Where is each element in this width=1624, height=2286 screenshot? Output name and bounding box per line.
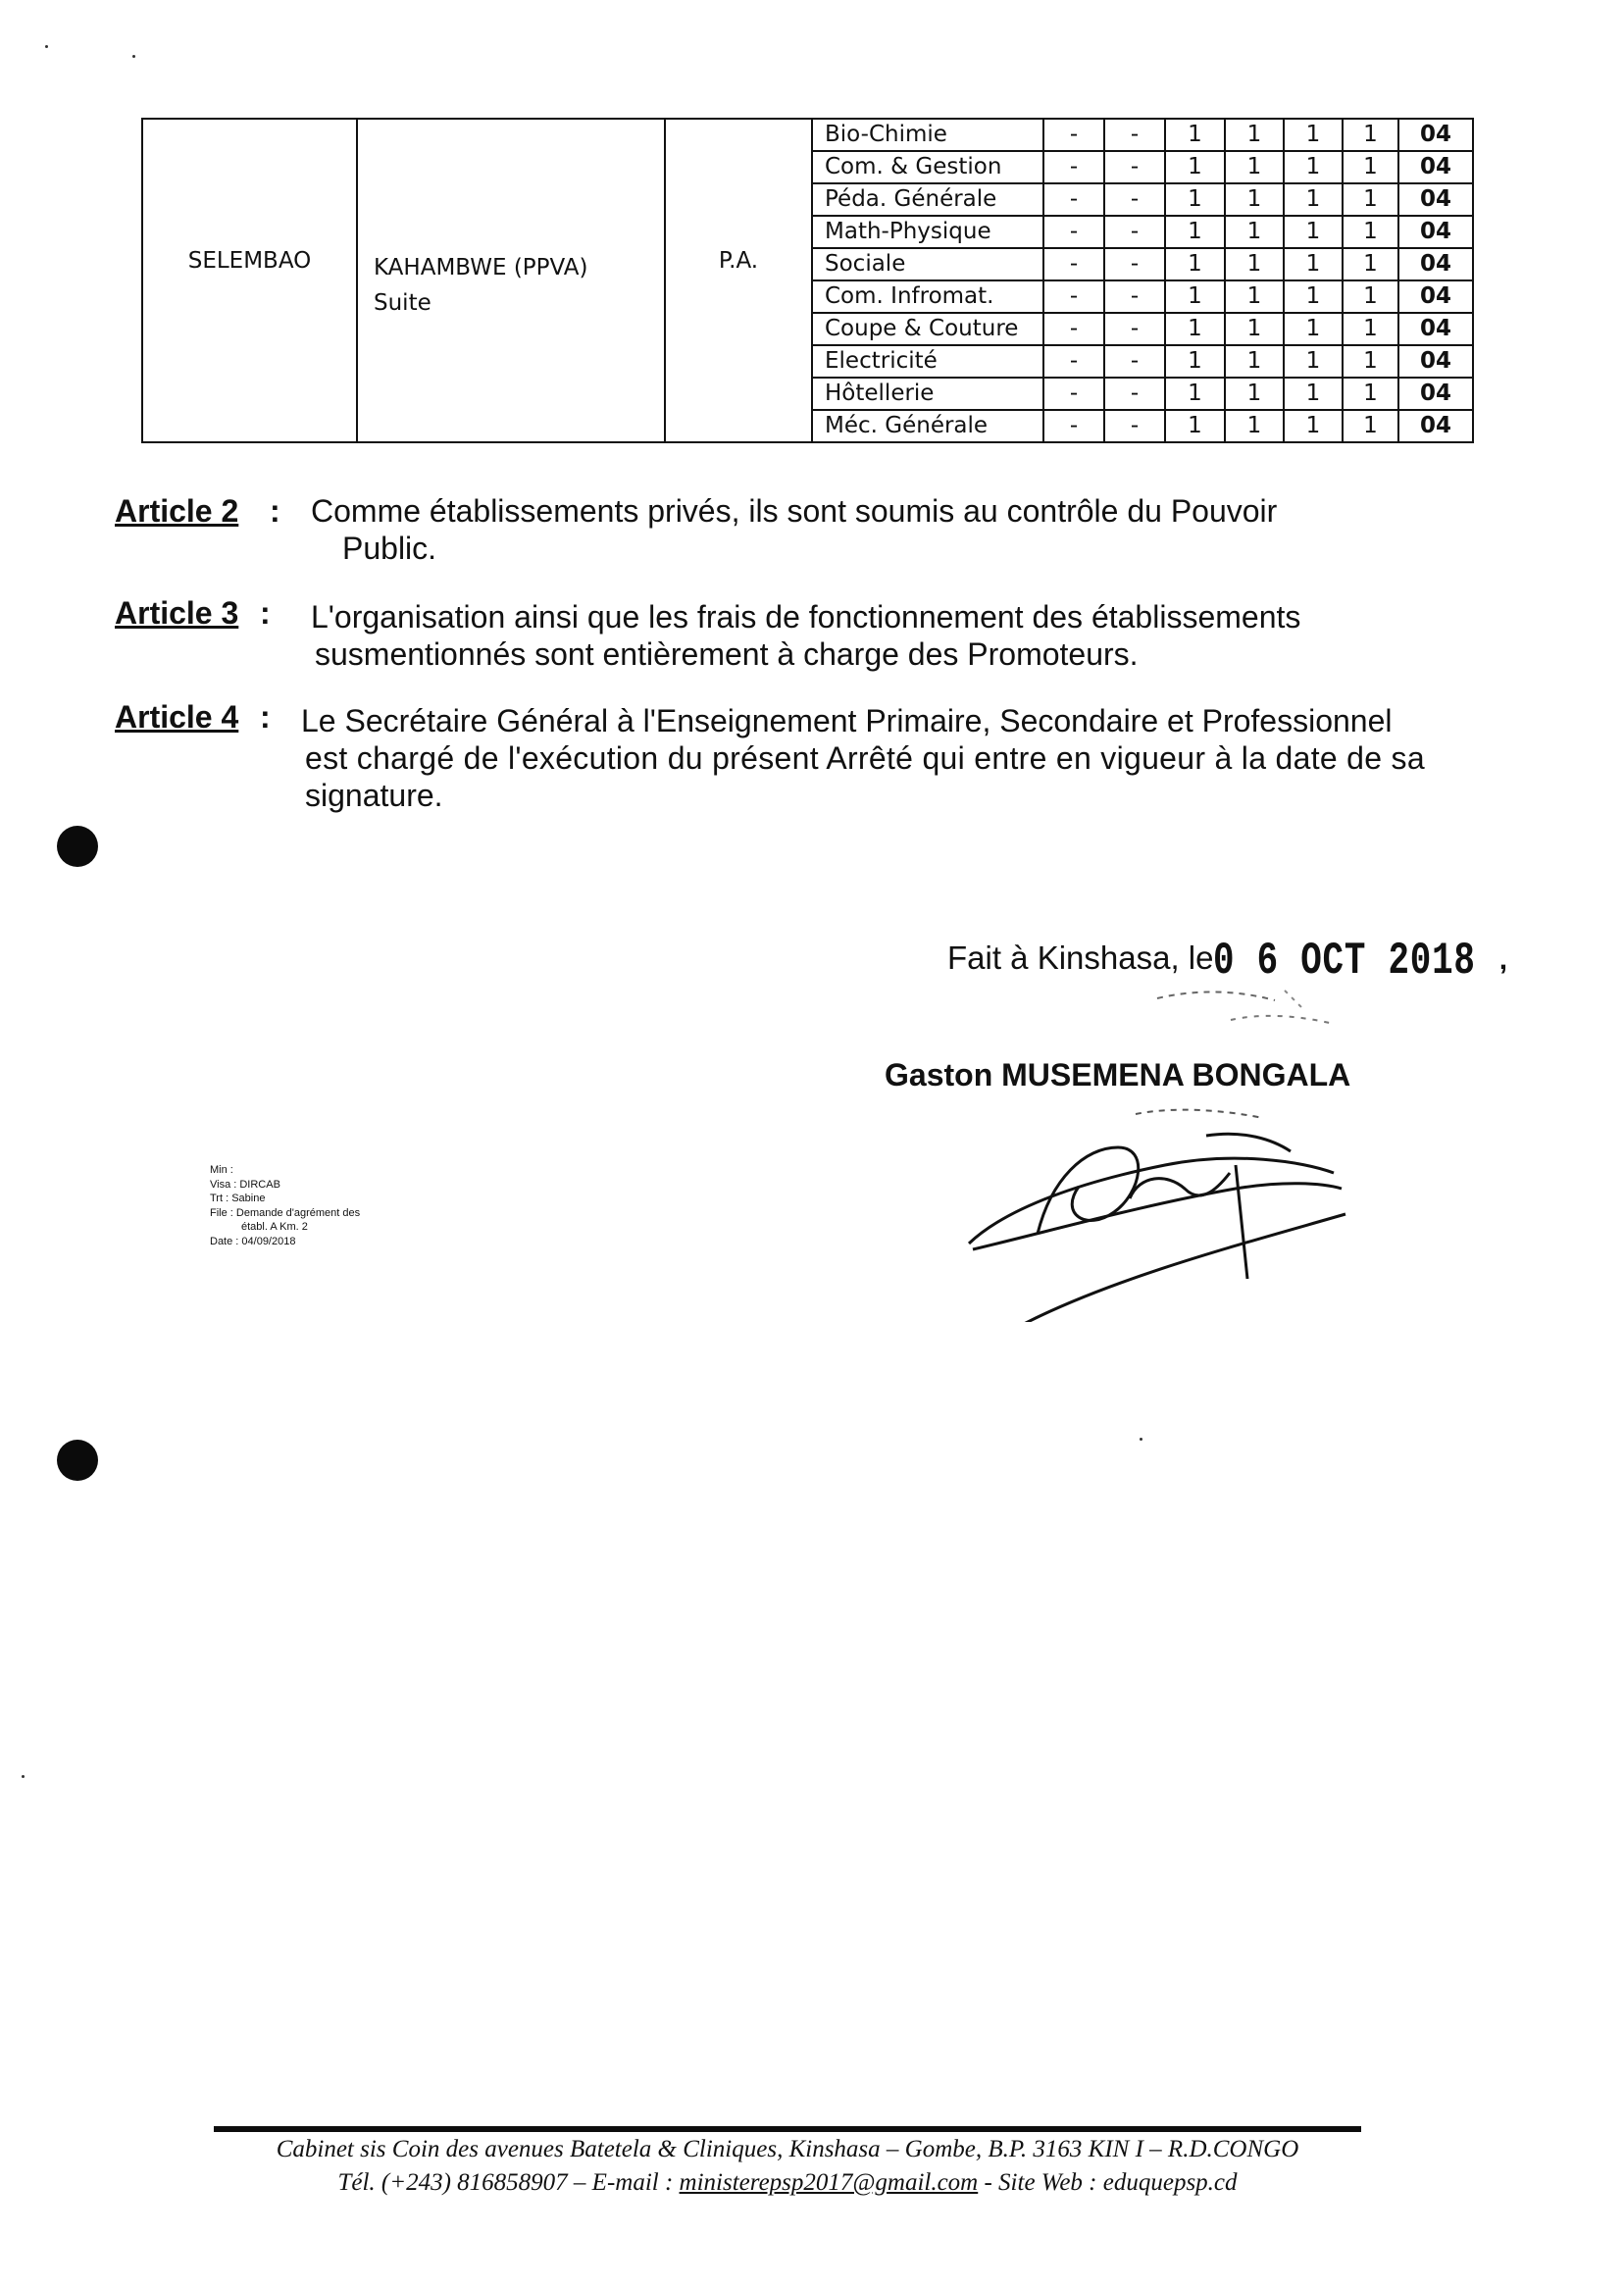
class-count-cell: 1 — [1165, 216, 1225, 248]
school-name: KAHAMBWE (PPVA) — [374, 255, 588, 280]
class-count-cell: - — [1043, 248, 1104, 280]
option-cell: Hôtellerie — [812, 378, 1043, 410]
total-cell: 04 — [1398, 313, 1473, 345]
initials-trt: Trt : Sabine — [210, 1193, 266, 1204]
class-count-cell: 1 — [1343, 216, 1398, 248]
schools-table — [141, 118, 1474, 443]
total-cell: 04 — [1398, 248, 1473, 280]
scan-speck — [45, 45, 48, 48]
article-4-text-line3: signature. — [305, 778, 443, 813]
total-cell: 04 — [1398, 183, 1473, 216]
class-count-cell: 1 — [1284, 345, 1343, 378]
article-2 — [115, 492, 1507, 571]
total-cell: 04 — [1398, 378, 1473, 410]
class-count-cell: 1 — [1284, 313, 1343, 345]
regime-value: P.A. — [718, 248, 759, 274]
article-4-label: Article 4 — [115, 699, 239, 735]
article-2-label: Article 2 — [115, 493, 239, 529]
class-count-cell: - — [1104, 280, 1165, 313]
class-count-cell: 1 — [1343, 410, 1398, 442]
handwritten-signature — [949, 1096, 1361, 1322]
initials-file: File : Demande d'agrément des — [210, 1206, 361, 1219]
class-count-cell: 1 — [1165, 410, 1225, 442]
class-count-cell: 1 — [1284, 280, 1343, 313]
total-cell: 04 — [1398, 151, 1473, 183]
class-count-cell: - — [1043, 119, 1104, 151]
class-count-cell: - — [1104, 410, 1165, 442]
class-count-cell: - — [1043, 378, 1104, 410]
signatory-name: Gaston MUSEMENA BONGALA — [885, 1057, 1351, 1092]
class-count-cell: 1 — [1284, 216, 1343, 248]
class-count-cell: - — [1104, 183, 1165, 216]
option-cell: Math-Physique — [812, 216, 1043, 248]
stamp-dashes — [1138, 981, 1393, 1049]
option-cell: Péda. Générale — [812, 183, 1043, 216]
class-count-cell: 1 — [1165, 313, 1225, 345]
option-cell: Méc. Générale — [812, 410, 1043, 442]
class-count-cell: - — [1104, 313, 1165, 345]
place-date-line — [947, 936, 1507, 987]
article-4-colon: : — [260, 699, 271, 735]
class-count-cell: 1 — [1225, 151, 1284, 183]
class-count-cell: 1 — [1343, 151, 1398, 183]
class-count-cell: 1 — [1284, 183, 1343, 216]
class-count-cell: - — [1043, 280, 1104, 313]
class-count-cell: 1 — [1165, 183, 1225, 216]
commune-name: SELEMBAO — [187, 248, 312, 274]
class-count-cell: 1 — [1225, 119, 1284, 151]
option-cell: Coupe & Couture — [812, 313, 1043, 345]
total-cell: 04 — [1398, 216, 1473, 248]
initials-min: Min : — [210, 1164, 233, 1176]
scan-speck — [1140, 1438, 1142, 1441]
school-cell — [357, 119, 665, 442]
article-3 — [115, 594, 1507, 673]
footer-rule — [214, 2126, 1361, 2132]
class-count-cell: 1 — [1225, 248, 1284, 280]
initials-visa: Visa : DIRCAB — [210, 1178, 280, 1191]
total-cell: 04 — [1398, 119, 1473, 151]
class-count-cell: - — [1104, 345, 1165, 378]
class-count-cell: 1 — [1165, 248, 1225, 280]
class-count-cell: - — [1043, 345, 1104, 378]
total-cell: 04 — [1398, 345, 1473, 378]
option-cell: Bio-Chimie — [812, 119, 1043, 151]
article-3-colon: : — [260, 595, 271, 631]
footer-address: Cabinet sis Coin des avenues Batetela & Cliniques, Kinshasa – Gombe, B.P. 3163 KIN I – R.D.CONGO — [276, 2136, 1299, 2162]
article-2-text-line1: Comme établissements privés, ils sont soumis au contrôle du Pouvoir — [311, 493, 1278, 529]
class-count-cell: 1 — [1225, 378, 1284, 410]
punch-hole-mark — [57, 1440, 98, 1481]
class-count-cell: 1 — [1284, 410, 1343, 442]
article-4-text-line1: Le Secrétaire Général à l'Enseignement Primaire, Secondaire et Professionnel — [301, 703, 1393, 738]
class-count-cell: 1 — [1225, 313, 1284, 345]
class-count-cell: 1 — [1343, 378, 1398, 410]
class-count-cell: 1 — [1225, 183, 1284, 216]
footer-email-link[interactable]: ministerepsp2017@gmail.com — [679, 2169, 979, 2196]
footer-tel: Tél. (+243) 816858907 – E-mail : — [337, 2169, 680, 2196]
class-count-cell: - — [1104, 216, 1165, 248]
article-4-text-line2: est chargé de l'exécution du présent Arrêté qui entre en vigueur à la date de sa — [305, 740, 1425, 776]
class-count-cell: 1 — [1284, 119, 1343, 151]
initials-file-cont: établ. A Km. 2 — [241, 1221, 308, 1233]
option-cell: Com. Infromat. — [812, 280, 1043, 313]
class-count-cell: 1 — [1343, 280, 1398, 313]
class-count-cell: 1 — [1284, 378, 1343, 410]
routing-initials — [210, 1163, 360, 1248]
regime-cell — [665, 119, 812, 442]
class-count-cell: 1 — [1165, 119, 1225, 151]
class-count-cell: 1 — [1225, 345, 1284, 378]
scan-speck — [22, 1775, 25, 1778]
article-2-text-line2: Public. — [342, 531, 437, 566]
article-2-colon: : — [270, 493, 280, 529]
option-cell: Sociale — [812, 248, 1043, 280]
school-suffix: Suite — [374, 290, 431, 316]
option-cell: Electricité — [812, 345, 1043, 378]
total-cell: 04 — [1398, 280, 1473, 313]
class-count-cell: - — [1104, 378, 1165, 410]
article-4 — [115, 698, 1507, 816]
class-count-cell: - — [1043, 313, 1104, 345]
class-count-cell: - — [1043, 410, 1104, 442]
initials-date: Date : 04/09/2018 — [210, 1235, 296, 1247]
footer-site: - Site Web : eduquepsp.cd — [978, 2169, 1238, 2196]
place-prefix: Fait à Kinshasa, le — [947, 940, 1214, 976]
article-3-text-line2: susmentionnés sont entièrement à charge des Promoteurs. — [315, 636, 1139, 672]
commune-cell — [142, 119, 357, 442]
punch-hole-mark — [57, 826, 98, 867]
class-count-cell: 1 — [1343, 248, 1398, 280]
class-count-cell: - — [1104, 119, 1165, 151]
class-count-cell: - — [1043, 216, 1104, 248]
class-count-cell: 1 — [1343, 183, 1398, 216]
class-count-cell: 1 — [1284, 248, 1343, 280]
class-count-cell: - — [1104, 151, 1165, 183]
scan-speck — [132, 55, 135, 58]
class-count-cell: - — [1104, 248, 1165, 280]
option-cell: Com. & Gestion — [812, 151, 1043, 183]
class-count-cell: 1 — [1165, 280, 1225, 313]
table-row — [142, 119, 1473, 151]
total-cell: 04 — [1398, 410, 1473, 442]
class-count-cell: 1 — [1165, 151, 1225, 183]
class-count-cell: 1 — [1165, 378, 1225, 410]
class-count-cell: 1 — [1343, 345, 1398, 378]
class-count-cell: - — [1043, 183, 1104, 216]
class-count-cell: 1 — [1225, 216, 1284, 248]
article-3-label: Article 3 — [115, 595, 239, 631]
class-count-cell: 1 — [1284, 151, 1343, 183]
article-3-text-line1: L'organisation ainsi que les frais de fonctionnement des établissements — [311, 599, 1301, 635]
class-count-cell: - — [1043, 151, 1104, 183]
date-trailing: , — [1498, 943, 1508, 976]
class-count-cell: 1 — [1165, 345, 1225, 378]
date-stamp: 0 6 OCT 2018 — [1213, 936, 1477, 987]
footer-contact — [214, 2169, 1361, 2197]
class-count-cell: 1 — [1343, 119, 1398, 151]
class-count-cell: 1 — [1225, 410, 1284, 442]
class-count-cell: 1 — [1343, 313, 1398, 345]
class-count-cell: 1 — [1225, 280, 1284, 313]
